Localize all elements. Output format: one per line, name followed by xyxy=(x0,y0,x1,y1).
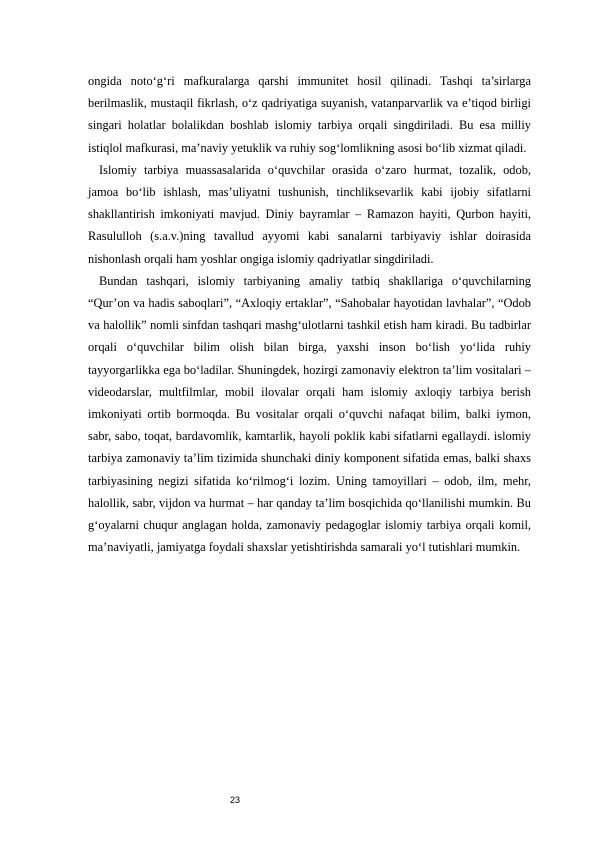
page-number: 23 xyxy=(230,795,241,805)
paragraph-islamic-education-institutions: Islomiy tarbiya muassasalarida o‘quvchilar orasida o‘zaro hurmat, tozalik, odob, jamoa bo‘lib ishlash, mas’uliyatni tushunish, tinchliksevarlik kabi ijobiy sifatlarni shakllantirish imkoniyati mavjud. Diniy bayramlar – Ramazon hayiti, Qurbon hayiti, Rasululloh (s.a.v.)ning tavallud ayyomi kabi sanalarni tarbiyaviy ishlar doirasida nishonlash orqali ham yoshlar ongiga islomiy qadriyatlar singdiriladi. xyxy=(88,162,531,266)
paragraph-practical-application: Bundan tashqari, islomiy tarbiyaning amaliy tatbiq shakllariga o‘quvchilarning “Qur’on va hadis saboqlari”, “Axloqiy ertaklar”, “Sahobalar hayotidan lavhalar”, “Odob va halollik” nomli sinfdan tashqari mashg‘ulotlarni tashkil etish ham kiradi. Bu tadbirlar orqali o‘quvchilar bilim olish bilan birga, yaxshi inson bo‘lish yo‘lida ruhiy tayyorgarlikka ega bo‘ladilar. Shuningdek, hozirgi zamonaviy elektron ta’lim vositalari – videodarslar, multfilmlar, mobil ilovalar orqali ham islomiy axloqiy tarbiya berish imkoniyati ortib bormoqda. Bu vositalar orqali o‘quvchi nafaqat bilim, balki iymon, sabr, sabo, toqat, bardavomlik, kamtarlik, hayoli poklik kabi sifatlarni egallaydi. islomiy tarbiya zamonaviy ta’lim tizimida shunchaki diniy komponent sifatida emas, balki shaxs tarbiyasining negizi sifatida ko‘rilmog‘i lozim. Uning tamoyillari – odob, ilm, mehr, halollik, sabr, vijdon va hurmat – har qanday ta’lim bosqichida qo‘llanilishi mumkin. Bu g‘oyalarni chuqur anglagan holda, zamonaviy pedagoglar islomiy tarbiya orqali komil, ma’naviyatli, jamiyatga foydali shaxslar yetishtirishda samarali yo‘l tutishlari mumkin. xyxy=(88,273,531,555)
paragraph-continuation: ongida noto‘g‘ri mafkuralarga qarshi immunitet hosil qilinadi. Tashqi ta’sirlarga berilmaslik, mustaqil fikrlash, o‘z qadriyatiga suyanish, vatanparvarlik va e’tiqod birligi singari holatlar bolalikdan boshlab islomiy tarbiya orqali singdiriladi. Bu esa milliy istiqlol mafkurasi, ma’naviy yetuklik va ruhiy sog‘lomlikning asosi bo‘lib xizmat qiladi. xyxy=(88,74,531,155)
document-body xyxy=(88,70,531,558)
